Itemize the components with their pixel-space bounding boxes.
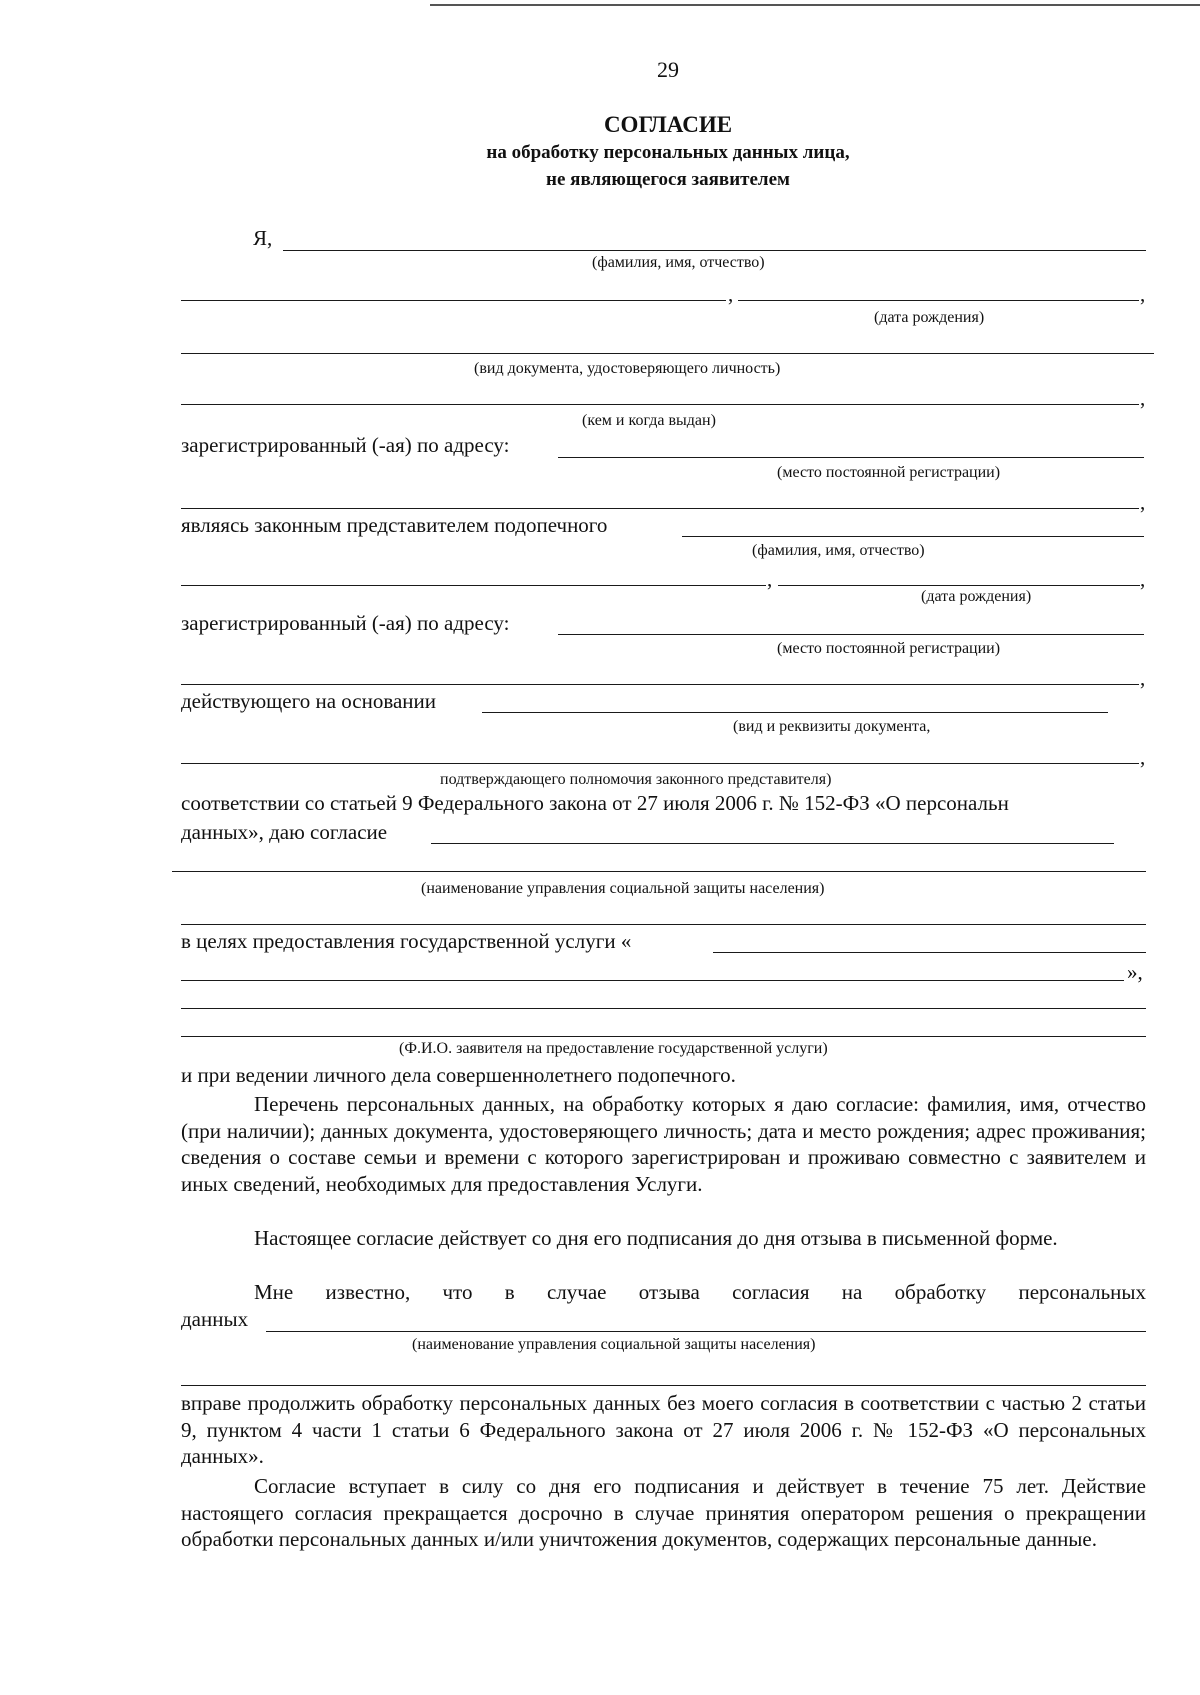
term-paragraph [181,1473,1146,1553]
ward-birth-date-hint: (дата рождения) [921,588,1032,605]
service-name-continuation-field[interactable] [181,980,1124,981]
service-label: в целях предоставления государственной услуги « [181,929,632,953]
law-reference-line: соответствии со статьей 9 Федерального закона от 27 июля 2006 г. № 152-ФЗ «О персональн [181,791,1009,815]
id-document-field[interactable] [181,353,1154,354]
basis-label: действующего на основании [181,689,437,713]
registration-hint: (место постоянной регистрации) [777,464,1001,481]
representative-label: являясь законным представителем подопечного [181,513,608,537]
basis-document-field[interactable] [482,712,1108,713]
uszn-name-field-2[interactable] [266,1331,1146,1332]
birth-date-field[interactable] [738,300,1139,301]
ya-label: Я, [253,226,273,250]
document-subtitle-1: на обработку персональных данных лица, [486,142,850,163]
term-text: Согласие вступает в силу со дня его подписания и действует в течение 75 лет. Действие настоящего согласия прекращается досрочно в случае принятия оператором решения о прекращении обработки персональных данных и/или уничтожения документов, содержащих персональные данные. [181,1474,1146,1551]
document-page: 29 СОГЛАСИЕ на обработку персональных данных лица, не являющегося заявителем Я, (фамилия, имя, отчество) , , (дата рождения) (вид документа, удостоверяющего личность) , (кем и когда выдан) зарегистрированный (-ая) по адресу: (место постоянной регистрации) , являясь законным представителем подопечного (фамилия, имя, отчество) , , (дата рождения) зарегистрированный (-ая) по адресу: (место постоянной регистрации) , действующего на основании (вид и реквизиты документа, , подтверждающего полномочия законного представителя) соответствии со статьей 9 Федерального закона от 27 июля 2006 г. № 152-ФЗ «О персональн данных», даю согласие (наименование управления социальной защиты населения) в целях предоставления государственной услуги « », (Ф.И.О. заявителя на предоставление государственной услуги) и при ведении личного дела совершеннолетнего подопечного. Перечень персональных данных, на обработку которых я даю согласие: фамилия, имя, отчество (при наличии); данных документа, удостоверяющего личность; дата и место рождения; адрес проживания; сведения о составе семьи и времени с которого зарегистрирован и проживаю совместно с заявителем и иных сведений, необходимых для предоставления Услуги. Настоящее согласие действует со дня его подписания до дня отзыва в письменной форме. Мне известно, что в случае отзыва согласия на обработку персональных данных (наименование управления социальной защиты населения) вправе продолжить обработку персональных данных без моего согласия в соответствии с частью 2 статьи 9, пунктом 4 части 1 статьи 6 Федерального закона от 27 июля 2006 г. № 152-ФЗ «О персональных данных». Согласие вступает в силу со дня его подписания и действует в течение 75 лет. Действие настоящего согласия прекращается досрочно в случае принятия оператором решения о прекращении обработки персональных данных и/или уничтожения документов, содержащих персональные данные. [0,0,1200,1695]
operator-right-text: вправе продолжить обработку персональных данных без моего согласия в соответствии с частью 2 статьи 9, пунктом 4 части 1 статьи 6 Федерального закона от 27 июля 2006 г. № 152-ФЗ «О персональных данных». [181,1391,1146,1468]
personal-data-list-text: Перечень персональных данных, на обработку которых я даю согласие: фамилия, имя, отчество (при наличии); данных документа, удостоверяющего личность; дата и место рождения; адрес проживания; сведения о составе семьи и времени с которого зарегистрирован и проживаю совместно с заявителем и иных сведений, необходимых для предоставления Услуги. [181,1092,1146,1196]
service-close-quote: », [1127,960,1143,984]
uszn-name-extra-field[interactable] [181,924,1146,925]
ward-fio-field[interactable] [682,536,1144,537]
uszn-name-field[interactable] [431,843,1114,844]
operator-right-paragraph [181,1390,1146,1470]
revocation-text: Мне известно, что в случае отзыва согласия на обработку персональных [254,1280,1146,1304]
personal-case-line: и при ведении личного дела совершеннолетнего подопечного. [181,1063,736,1087]
ward-birth-date-field[interactable] [778,585,1140,586]
ward-registration-address-field[interactable] [558,634,1144,635]
document-title: СОГЛАСИЕ [603,112,733,137]
fio-field[interactable] [283,250,1146,251]
fio-continuation-field[interactable] [181,300,726,301]
ward-registered-label: зарегистрированный (-ая) по адресу: [181,611,510,635]
validity-text: Настоящее согласие действует со дня его подписания до дня отзыва в письменной форме. [254,1226,1058,1250]
applicant-fio-continuation-field[interactable] [181,1036,1146,1037]
ward-fio-hint: (фамилия, имя, отчество) [752,542,925,559]
service-name-field[interactable] [713,952,1146,953]
basis-document-continuation-field[interactable] [181,763,1139,764]
uszn-name-continuation-field[interactable] [172,871,1146,872]
revocation-paragraph [181,1279,1146,1306]
uszn-hint-2: (наименование управления социальной защиты населения) [412,1336,816,1353]
uszn-name-continuation-field-2[interactable] [181,1385,1146,1386]
issued-by-field[interactable] [181,404,1139,405]
fio-hint: (фамилия, имя, отчество) [592,254,765,271]
registration-address-continuation-field[interactable] [181,508,1139,509]
registration-address-field[interactable] [558,457,1144,458]
consent-label: данных», даю согласие [181,820,388,844]
basis-hint-1: (вид и реквизиты документа, [733,718,931,735]
uszn-hint: (наименование управления социальной защиты населения) [421,880,825,897]
ward-fio-continuation-field[interactable] [181,585,766,586]
applicant-hint: (Ф.И.О. заявителя на предоставление государственной услуги) [399,1040,828,1057]
scan-top-border [430,4,1200,6]
id-document-hint: (вид документа, удостоверяющего личность) [474,360,781,377]
ward-registration-hint: (место постоянной регистрации) [777,640,1001,657]
document-subtitle-2: не являющегося заявителем [546,169,790,190]
birth-date-hint: (дата рождения) [874,309,985,326]
ward-registration-continuation-field[interactable] [181,684,1139,685]
registered-label: зарегистрированный (-ая) по адресу: [181,433,510,457]
validity-paragraph [181,1225,1146,1252]
issued-by-hint: (кем и когда выдан) [582,412,716,429]
basis-hint-2: подтверждающего полномочия законного представителя) [440,771,832,788]
revocation-data-label: данных [181,1307,249,1331]
page-number: 29 [657,57,679,82]
personal-data-list-paragraph [181,1091,1146,1197]
applicant-fio-field[interactable] [181,1008,1146,1009]
